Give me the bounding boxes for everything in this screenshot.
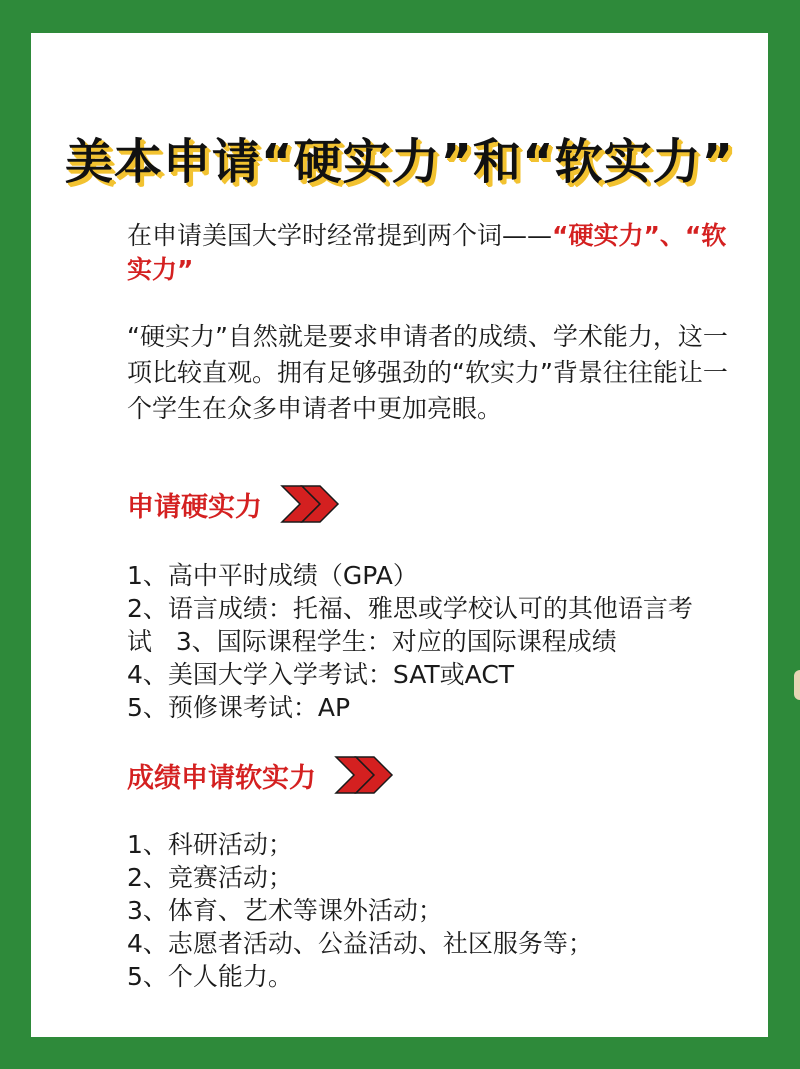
list-item: 试 3、国际课程学生：对应的国际课程成绩 xyxy=(127,627,617,656)
list-item: 3、体育、艺术等课外活动； xyxy=(127,896,443,925)
content-card xyxy=(31,33,768,1037)
list-item: 2、语言成绩：托福、雅思或学校认可的其他语言考 xyxy=(127,594,693,623)
list-item: 4、美国大学入学考试：SAT或ACT xyxy=(127,660,515,689)
list-item: 4、志愿者活动、公益活动、社区服务等； xyxy=(127,929,593,958)
section-heading-hard-power xyxy=(127,484,340,524)
list-item: 1、高中平时成绩（GPA） xyxy=(127,561,418,590)
edge-decoration xyxy=(794,670,800,700)
intro-lead: 在申请美国大学时经常提到两个词—— xyxy=(127,221,553,250)
intro-highlight: “硬实力”、“软实力” xyxy=(127,221,727,284)
list-item: 5、预修课考试：AP xyxy=(127,693,351,722)
intro-text xyxy=(127,219,747,287)
list-item: 2、竞赛活动； xyxy=(127,863,293,892)
list-item: 5、个人能力。 xyxy=(127,962,293,991)
list-item: 1、科研活动； xyxy=(127,830,293,859)
section-heading-label: 成绩申请软实力 xyxy=(127,762,316,794)
double-chevron-right-icon xyxy=(334,755,394,795)
page-title: 美本申请“硬实力”和“软实力” xyxy=(64,134,735,190)
hard-power-list xyxy=(127,559,739,724)
section-heading-label: 申请硬实力 xyxy=(127,491,262,523)
description-paragraph: “硬实力”自然就是要求申请者的成绩、学术能力，这一项比较直观。拥有足够强劲的“软实力”背景往往能让一个学生在众多申请者中更加亮眼。 xyxy=(127,322,728,423)
section-heading-soft-power xyxy=(127,755,394,795)
soft-power-list xyxy=(127,828,739,993)
double-chevron-right-icon xyxy=(280,484,340,524)
